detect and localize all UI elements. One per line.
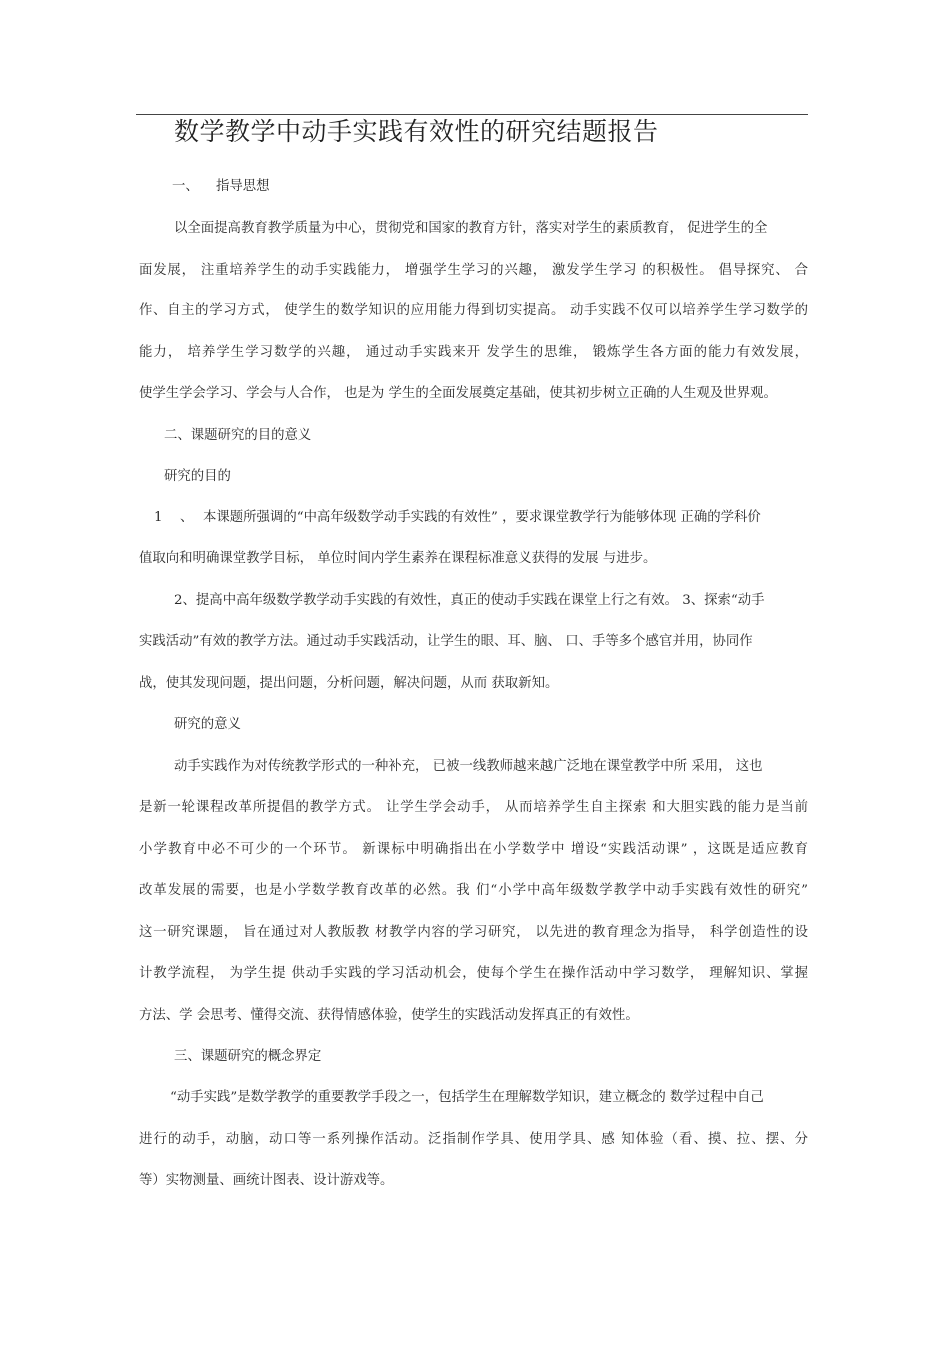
paragraph-2-line-6: 计教学流程， 为学生提 供动手实践的学习活动机会，使每个学生在操作活动中学习数学， 理解知识、掌握 [139,966,808,981]
section-1-heading: 指导思想 [216,179,270,194]
paragraph-2-line-4: 改革发展的需要，也是小学数学教育改革的必然。我 们“小学中高年级数学教学中动手实践有效性的研究” [139,883,808,898]
paragraph-3-line-3: 等）实物测量、画统计图表、设计游戏等。 [139,1173,394,1188]
paragraph-1-line-4: 能力， 培养学生学习数学的兴趣， 通过动手实践来开 发学生的思维， 锻炼学生各方面的能力有效发展， [139,345,808,360]
section-3-heading: 三、课题研究的概念界定 [174,1049,322,1064]
section-2-heading: 二、课题研究的目的意义 [164,428,312,443]
paragraph-1-line-3: 作、自主的学习方式， 使学生的数学知识的应用能力得到切实提高。 动手实践不仅可以培养学生学习数学的 [139,303,808,318]
subheading-research-significance: 研究的意义 [174,717,241,732]
item-1-line-1: 本课题所强调的“中高年级数学动手实践的有效性” ，要求课堂教学行为能够体现 正确的学科价 [203,510,761,525]
paragraph-3-line-1: “动手实践”是数学教学的重要教学手段之一，包括学生在理解数学知识，建立概念的 数学过程中自己 [170,1090,764,1105]
paragraph-1-line-2: 面发展， 注重培养学生的动手实践能力， 增强学生学习的兴趣， 激发学生学习 的积极性。 倡导探究、 合 [139,263,808,278]
item-2-line-1: 2、提高中高年级数学教学动手实践的有效性，真正的使动手实践在课堂上行之有效。 3、探索“动手 [174,593,765,608]
item-1-separator: 、 [180,510,194,525]
paragraph-2-line-3: 小学教育中必不可少的一个环节。 新课标中明确指出在小学数学中 增设“实践活动课” ，这既是适应教育 [139,842,808,857]
item-1-number: 1 [154,510,163,525]
paragraph-3-line-2: 进行的动手，动脑，动口等一系列操作活动。泛指制作学具、使用学具、感 知体验（看、摸、拉、摆、分 [139,1132,808,1147]
item-2-line-2: 实践活动”有效的教学方法。通过动手实践活动，让学生的眼、耳、脑、 口、手等多个感官并用，协同作 [139,634,753,649]
subheading-research-purpose: 研究的目的 [164,469,231,484]
paragraph-1-line-1: 以全面提高教育教学质量为中心，贯彻党和国家的教育方针，落实对学生的素质教育， 促进学生的全 [174,221,768,236]
paragraph-2-line-1: 动手实践作为对传统教学形式的一种补充， 已被一线教师越来越广泛地在课堂教学中所 采用， 这也 [174,759,763,774]
paragraph-2-line-7: 方法、学 会思考、懂得交流、获得情感体验，使学生的实践活动发挥真正的有效性。 [139,1008,639,1023]
document-title: 数学教学中动手实践有效性的研究结题报告 [174,117,659,146]
paragraph-2-line-2: 是新一轮课程改革所提倡的教学方式。 让学生学会动手， 从而培养学生自主探索 和大胆实践的能力是当前 [139,800,808,815]
item-1-line-2: 值取向和明确课堂教学目标， 单位时间内学生素养在课程标准意义获得的发展 与进步。 [139,551,657,566]
item-2-line-3: 战，使其发现问题，提出问题，分析问题，解决问题，从而 获取新知。 [139,676,559,691]
section-1-number: 一、 [172,179,199,194]
paragraph-1-line-5: 使学生学会学习、学会与人合作， 也是为 学生的全面发展奠定基础，使其初步树立正确的人生观及世界观。 [139,386,777,401]
paragraph-2-line-5: 这一研究课题， 旨在通过对人教版教 材教学内容的学习研究， 以先进的教育理念为指导， 科学创造性的设 [139,925,808,940]
